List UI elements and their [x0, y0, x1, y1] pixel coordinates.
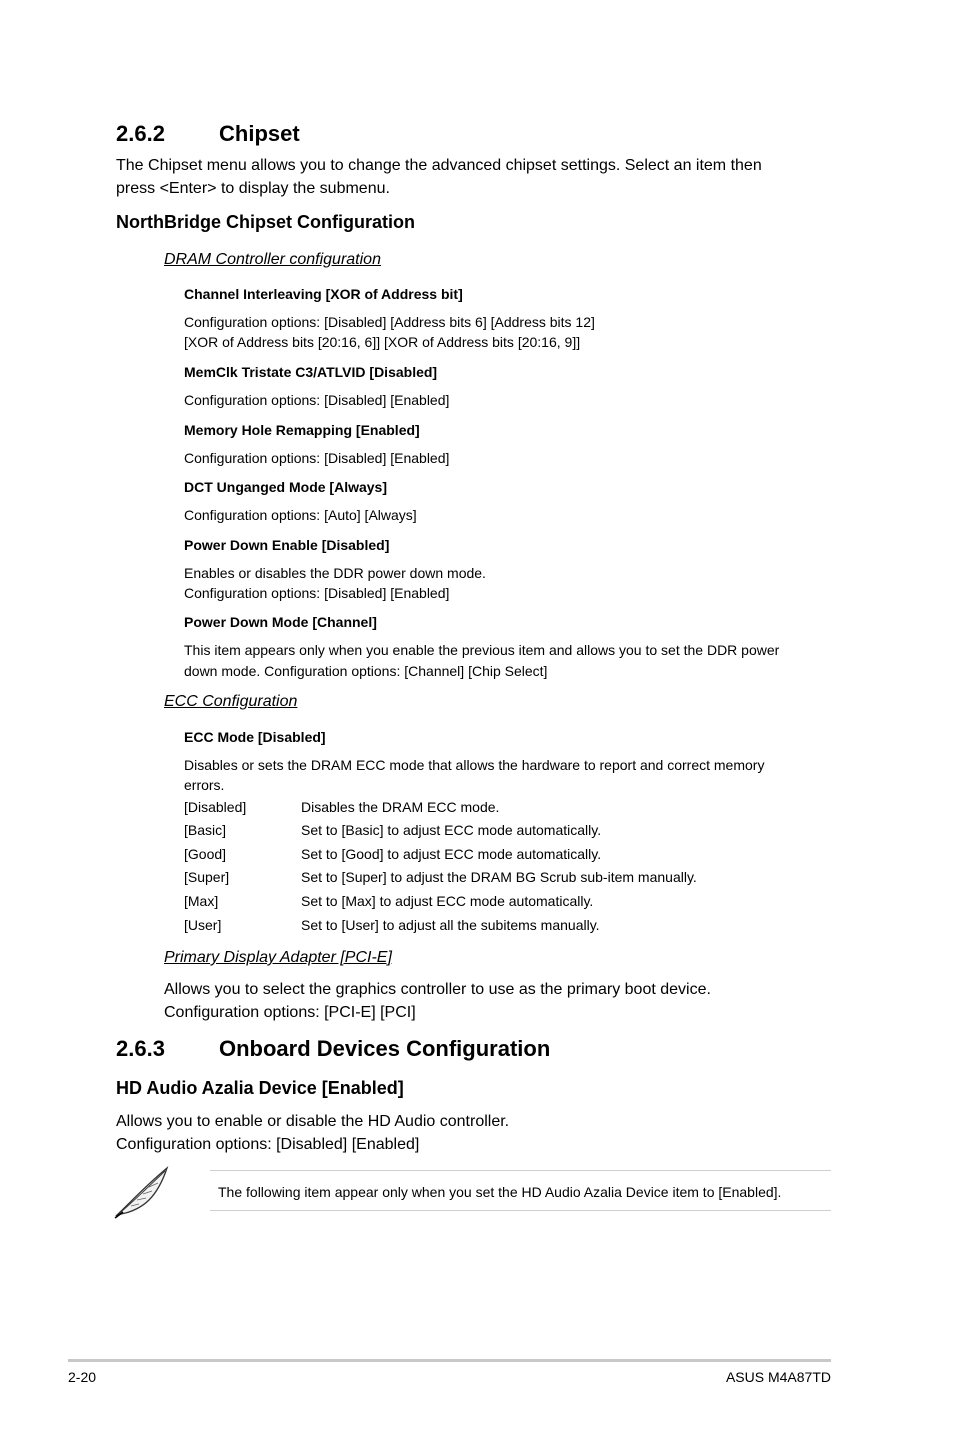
item-desc-line: Configuration options: [Disabled] [Address bits 6] [Address bits 12] [184, 314, 595, 330]
ecc-option-value: Set to [User] to adjust all the subitems manually. [301, 917, 600, 933]
ecc-configuration-heading: ECC Configuration [164, 693, 298, 710]
item-desc-line: down mode. Configuration options: [Channel] [Chip Select] [184, 663, 548, 679]
feather-pen-icon [113, 1166, 171, 1220]
ecc-option-key: [Disabled] [184, 799, 247, 815]
feather-pen-icon-svg [113, 1166, 171, 1220]
item-title-dct-unganged-mode: DCT Unganged Mode [Always] [184, 479, 388, 495]
section-title: Chipset [219, 121, 300, 146]
item-desc-line: Enables or disables the DDR power down mode. [184, 565, 486, 581]
item-title-power-down-mode: Power Down Mode [Channel] [184, 614, 377, 630]
note-text: The following item appear only when you set the HD Audio Azalia Device item to [Enabled]. [218, 1184, 782, 1200]
section-heading-chipset [116, 121, 300, 147]
page-number: 2-20 [68, 1369, 97, 1385]
northbridge-heading: NorthBridge Chipset Configuration [116, 212, 415, 232]
ecc-option-value: Set to [Good] to adjust ECC mode automatically. [301, 846, 602, 862]
section-heading-onboard-devices [116, 1036, 550, 1062]
ecc-option-key: [Good] [184, 846, 227, 862]
ecc-option-key: [User] [184, 917, 222, 933]
ecc-option-key: [Max] [184, 893, 219, 909]
ecc-option-value: Set to [Basic] to adjust ECC mode automatically. [301, 822, 602, 838]
product-model: ASUS M4A87TD [725, 1369, 831, 1385]
note-divider-top [210, 1170, 831, 1171]
dram-controller-heading: DRAM Controller configuration [164, 251, 381, 268]
hd-audio-desc-line-1: Allows you to enable or disable the HD Audio controller. [116, 1113, 510, 1130]
ecc-option-key: [Basic] [184, 822, 227, 838]
item-desc-line: Configuration options: [Disabled] [Enabled] [184, 392, 450, 408]
ecc-option-value: Disables the DRAM ECC mode. [301, 799, 500, 815]
item-title-power-down-enable: Power Down Enable [Disabled] [184, 537, 390, 553]
item-desc-line: Configuration options: [Disabled] [Enabled] [184, 450, 450, 466]
primary-display-adapter-heading: Primary Display Adapter [PCI-E] [164, 949, 392, 966]
hd-audio-desc-line-2: Configuration options: [Disabled] [Enabled] [116, 1136, 420, 1153]
footer-rule [68, 1359, 831, 1362]
section-title: Onboard Devices Configuration [219, 1036, 551, 1061]
item-desc-line: [XOR of Address bits [20:16, 6]] [XOR of Address bits [20:16, 9]] [184, 334, 581, 350]
chipset-intro-line-1: The Chipset menu allows you to change the advanced chipset settings. Select an item then [116, 157, 762, 174]
item-desc-line: errors. [184, 777, 225, 793]
ecc-option-value: Set to [Max] to adjust ECC mode automatically. [301, 893, 594, 909]
item-desc-line: This item appears only when you enable the previous item and allows you to set the DDR power [184, 642, 780, 658]
display-desc-line-1: Allows you to select the graphics controller to use as the primary boot device. [164, 981, 711, 998]
item-title-memclk-tristate: MemClk Tristate C3/ATLVID [Disabled] [184, 364, 438, 380]
ecc-option-key: [Super] [184, 869, 230, 885]
display-desc-line-2: Configuration options: [PCI-E] [PCI] [164, 1004, 416, 1021]
item-desc-line: Configuration options: [Auto] [Always] [184, 507, 417, 523]
note-divider-bottom [210, 1210, 831, 1211]
hd-audio-heading: HD Audio Azalia Device [Enabled] [116, 1078, 404, 1098]
item-desc-line: Disables or sets the DRAM ECC mode that allows the hardware to report and correct memory [184, 757, 765, 773]
item-title-ecc-mode: ECC Mode [Disabled] [184, 729, 326, 745]
ecc-option-value: Set to [Super] to adjust the DRAM BG Scrub sub-item manually. [301, 869, 697, 885]
item-desc-line: Configuration options: [Disabled] [Enabled] [184, 585, 450, 601]
section-number: 2.6.3 [116, 1036, 165, 1061]
item-title-channel-interleaving: Channel Interleaving [XOR of Address bit] [184, 286, 463, 302]
chipset-intro-line-2: press <Enter> to display the submenu. [116, 180, 390, 197]
item-title-memory-hole-remapping: Memory Hole Remapping [Enabled] [184, 422, 420, 438]
section-number: 2.6.2 [116, 121, 165, 146]
